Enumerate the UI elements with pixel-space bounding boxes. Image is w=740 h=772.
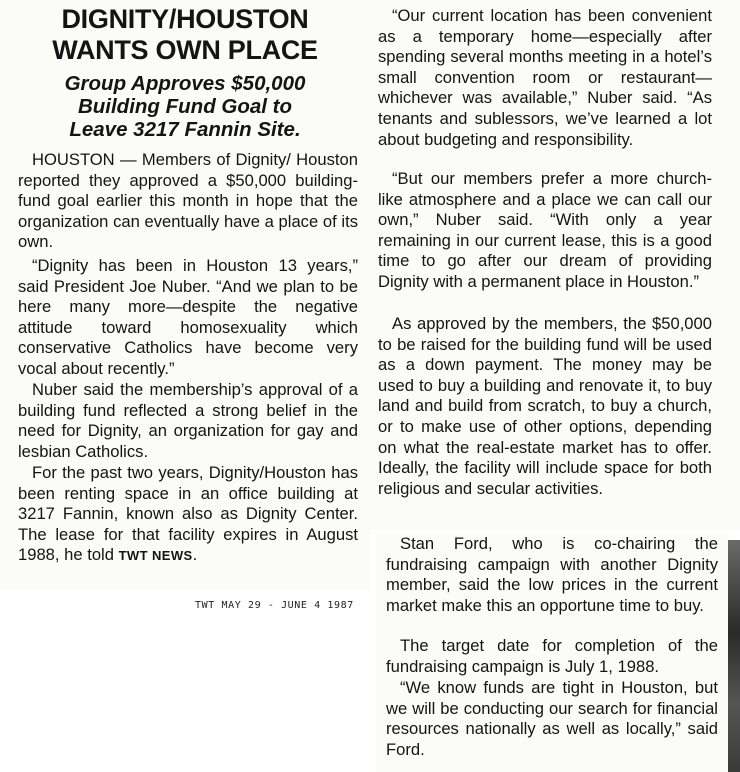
left-paragraph-2: “Dignity has been in Houston 13 years,” said President Joe Nuber. “And we plan to be here many more—despite the negative attitude toward homosexuality which conservative Catholics have become very vocal about recently.” — [18, 256, 358, 378]
left-paragraph-4-text: For the past two years, Dignity/Houston has been renting space in an office building at 3217 Fannin, known also as Dignity Center. The lease for that facility expires in August 1988, he told — [18, 463, 358, 565]
right-paragraph-2: “But our members prefer a more church-like atmosphere and a place we can call our own,” Nuber said. “With only a year remaining in our current lease, this is a good time to go after our dream of providing Dignity with a permanent place in Houston.” — [378, 169, 712, 291]
adjacent-page-edge — [728, 540, 740, 772]
left-paragraph-4 — [18, 463, 358, 567]
headline-line-1: DIGNITY/HOUSTON — [61, 4, 309, 34]
left-paragraph-1: HOUSTON — Members of Dignity/ Houston reported they approved a $50,000 building-fund goal earlier this month in hope that the organization can eventually have a place of its own. — [18, 150, 358, 252]
headline-line-2: WANTS OWN PLACE — [52, 35, 318, 65]
publication-credit: TWT MAY 29 - JUNE 4 1987 — [195, 600, 354, 611]
right-bottom-paragraph-3: “We know funds are tight in Houston, but we will be conducting our search for financial resources nationally as well as locally,” said Ford. — [386, 678, 718, 759]
left-paragraph-3: Nuber said the membership’s approval of a building fund reflected a strong belief in the need for Dignity, an organization for gay and lesbian Catholics. — [18, 380, 358, 461]
right-bottom-paragraph-2: The target date for completion of the fundraising campaign is July 1, 1988. — [386, 636, 718, 676]
left-paragraph-4-end: . — [192, 545, 198, 565]
deck-line-2: Building Fund Goal to — [77, 95, 293, 118]
deck-line-3: Leave 3217 Fannin Site. — [69, 118, 301, 141]
right-paragraph-3: As approved by the members, the $50,000 to be raised for the building fund will be used as a down payment. The money may be used to buy a building and renovate it, to buy land and build from scratch, to buy a church, or to make use of other options, depending on what the real-estate market has to offer. Ideally, the facility will include space for both religious and secular activities. — [378, 314, 712, 498]
right-bottom-paragraph-1: Stan Ford, who is co-chairing the fundraising campaign with another Dignity member, said the low prices in the current market make this an opportune time to buy. — [386, 534, 718, 615]
source-tag: TWT NEWS — [118, 548, 193, 564]
right-paragraph-1: “Our current location has been convenient as a temporary home—especially after spending several months meeting in a hotel’s small convention room or restaurant—whichever was available,” Nuber said. “As tenants and sublessors, we’ve learned a lot about budgeting and responsibility. — [378, 6, 712, 149]
deck-line-1: Group Approves $50,000 — [64, 72, 306, 95]
